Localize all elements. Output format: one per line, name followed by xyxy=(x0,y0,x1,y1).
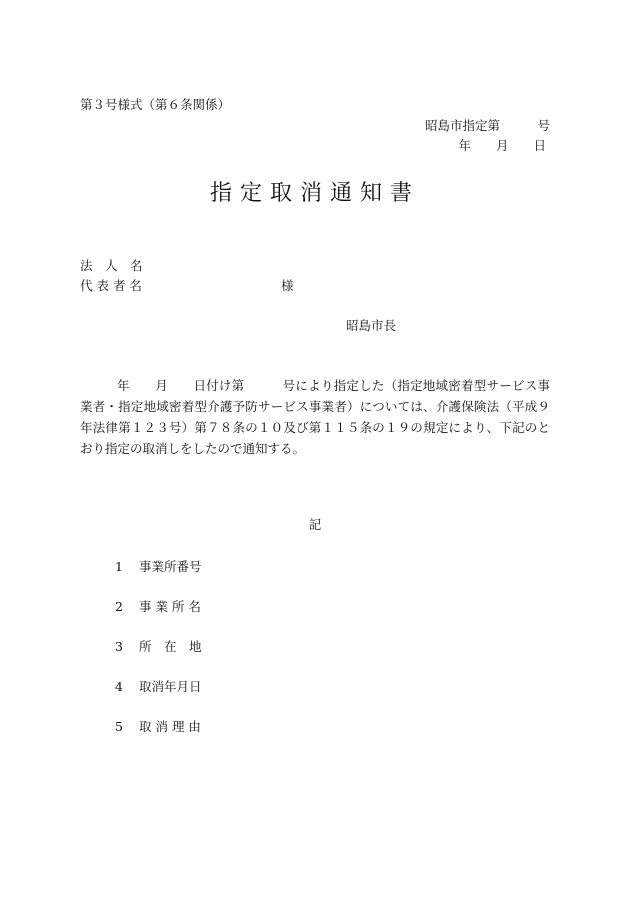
issue-date: 年 月 日 xyxy=(458,138,546,153)
item-number: 4 xyxy=(115,679,123,694)
representative-name-label: 代 表 者 名 xyxy=(80,278,142,293)
record-heading: 記 xyxy=(308,517,322,532)
item-number: 2 xyxy=(115,599,123,614)
item-label: 取消年月日 xyxy=(139,679,202,694)
list-item xyxy=(115,557,202,575)
honorific: 様 xyxy=(281,278,294,293)
item-label: 事業所番号 xyxy=(139,559,202,574)
designation-number: 昭島市指定第 号 xyxy=(424,118,550,133)
item-number: 5 xyxy=(115,719,123,734)
list-item xyxy=(115,597,201,615)
item-number: 1 xyxy=(115,559,123,574)
list-item xyxy=(115,677,202,695)
item-number: 3 xyxy=(115,639,123,654)
item-label: 取 消 理 由 xyxy=(139,719,201,734)
list-item xyxy=(115,717,201,735)
document-title: 指定取消通知書 xyxy=(209,181,420,206)
list-item xyxy=(115,637,202,655)
item-label: 事 業 所 名 xyxy=(139,599,201,614)
form-number: 第３号様式（第６条関係） xyxy=(80,97,231,112)
issuer: 昭島市長 xyxy=(346,318,397,333)
item-label: 所 在 地 xyxy=(139,639,202,654)
notice-body: 年 月 日付け第 号により指定した（指定地域密着型サービス事業者・指定地域密着型介護予防サービス事業者）については、介護保険法（平成９年法律第１２３号）第７８条の１０及び第１１５条の１９の規定により、下記のとおり指定の取消しをしたので通知する。 xyxy=(80,378,550,456)
corporation-name-label: 法 人 名 xyxy=(80,258,143,273)
